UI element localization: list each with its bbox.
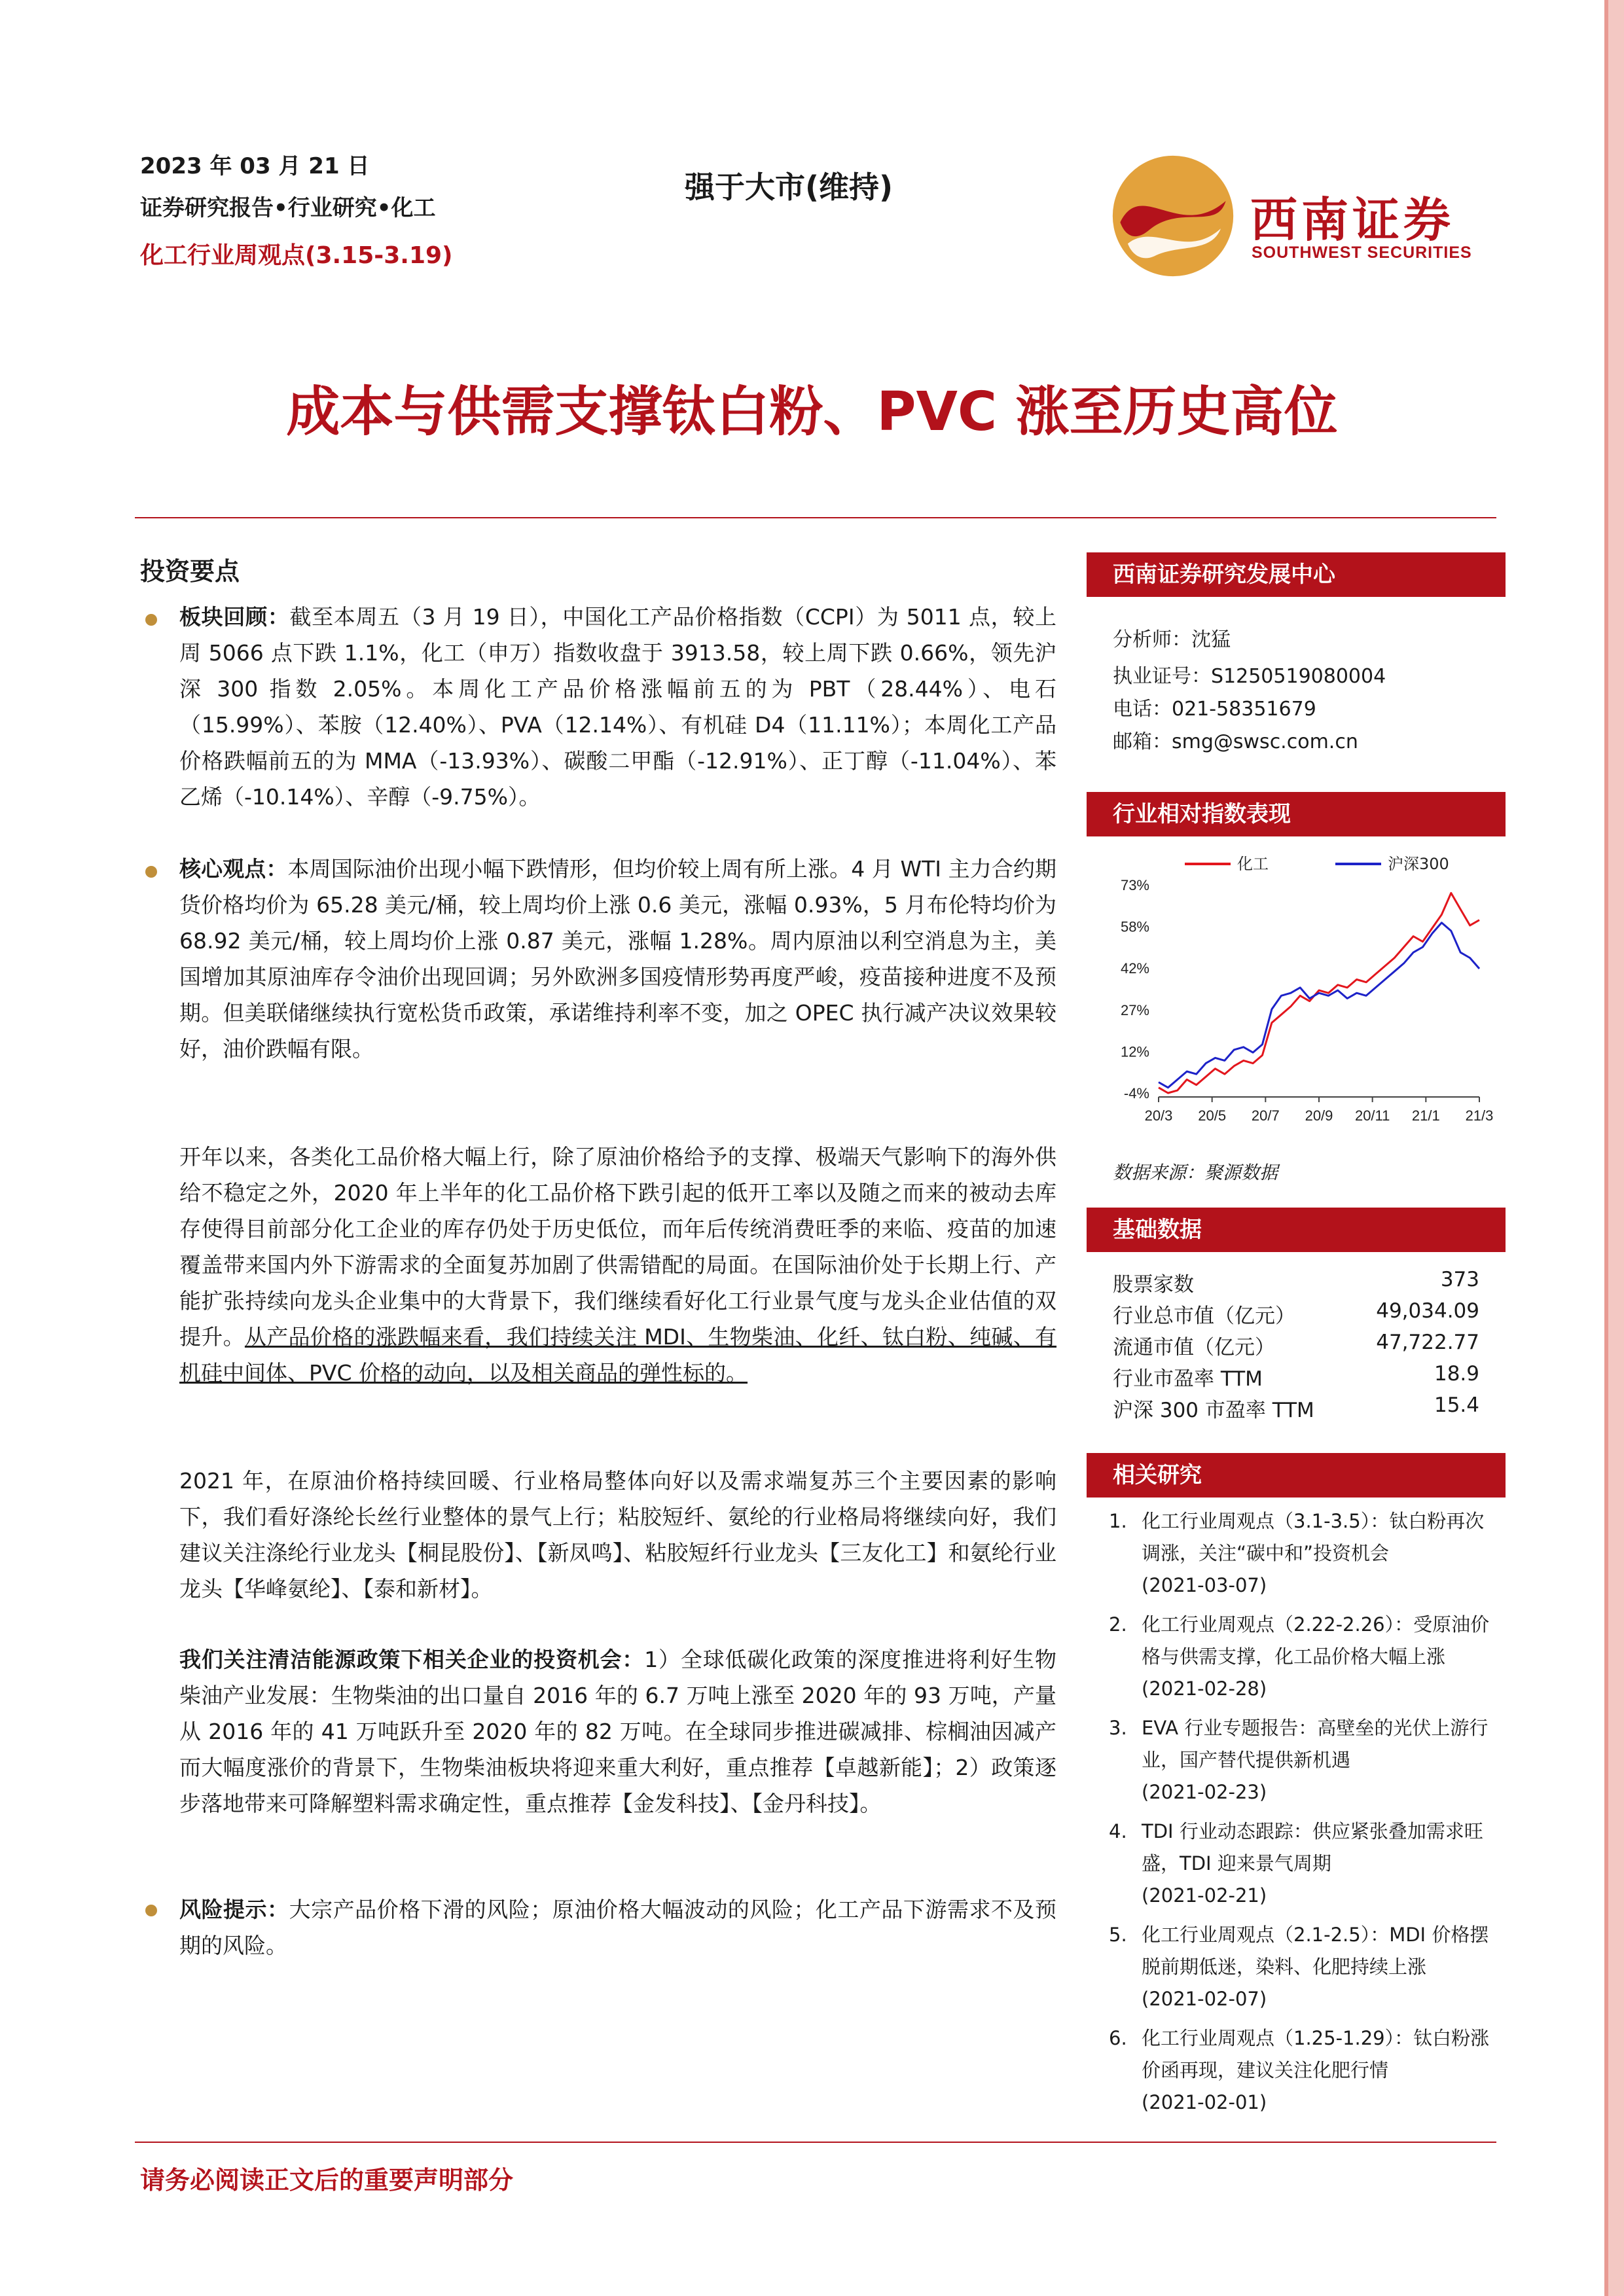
cert-number: 执业证号：S1250519080004 (1113, 665, 1386, 688)
chart-source: 数据来源：聚源数据 (1113, 1162, 1278, 1183)
paragraph-outlook (179, 1139, 1056, 1391)
basic-key: 行业市盈率 TTM (1113, 1367, 1263, 1391)
chart-series (1159, 893, 1479, 1093)
brand-logo-icon (1110, 153, 1236, 279)
basic-value: 373 (1440, 1268, 1479, 1291)
related-item[interactable] (1109, 1816, 1502, 1912)
y-tick-label: 73% (1120, 877, 1149, 893)
rating: 强于大市(维持) (685, 170, 893, 205)
related-item[interactable] (1109, 1919, 1502, 2015)
chart-legend (1185, 855, 1449, 873)
label: 风险提示： (179, 1897, 289, 1922)
footer-divider (135, 2142, 1496, 2143)
bullet-icon (145, 866, 157, 878)
y-tick-label: 58% (1120, 918, 1149, 935)
legend-label: 化工 (1237, 855, 1269, 873)
related-item[interactable] (1109, 1712, 1502, 1808)
y-tick-label: -4% (1123, 1085, 1149, 1102)
basic-key: 流通市值（亿元） (1113, 1336, 1275, 1359)
item-number: 4. (1109, 1820, 1127, 1842)
phone: 电话：021-58351679 (1113, 698, 1316, 721)
y-tick-label: 12% (1120, 1043, 1149, 1060)
footer-note: 请务必阅读正文后的重要声明部分 (140, 2166, 514, 2195)
basic-key: 行业总市值（亿元） (1113, 1304, 1295, 1328)
paragraph-risk (179, 1892, 1056, 1964)
item-date: (2021-02-07) (1142, 1988, 1267, 2010)
underlined-text: 从产品价格的涨跌幅来看，我们持续关注 MDI、生物柴油、化纤、钛白粉、纯碱、有机硅中间体、PVC 价格的动向，以及相关商品的弹性标的。 (179, 1324, 1057, 1386)
text: 大宗产品价格下滑的风险；原油价格大幅波动的风险；化工产品下游需求不及预期的风险。 (179, 1897, 1057, 1958)
text: 1）全球低碳化政策的深度推进将利好生物柴油产业发展：生物柴油的出口量自 2016 年的 6.7 万吨上涨至 2020 年的 93 万吨，产量从 2016 年的 41 万吨跃升至 2020 年的 82 万吨。在全球同步推进碳减排、棕榈油因减产而大幅度涨价的背景下，生物柴油板块将迎来重大利好，重点推荐【卓越新能】；2）政策逐步落地带来可降解塑料需求确定性，重点推荐【金发科技】、【金丹科技】。 (179, 1647, 1056, 1816)
basic-key: 股票家数 (1113, 1273, 1194, 1297)
basic-value: 15.4 (1434, 1393, 1479, 1417)
basic-row (1113, 1268, 1479, 1297)
label: 我们关注清洁能源政策下相关企业的投资机会： (179, 1647, 645, 1672)
x-tick-label: 21/1 (1411, 1107, 1440, 1124)
bullet-icon (145, 1905, 157, 1916)
y-tick-label: 27% (1120, 1001, 1149, 1018)
x-tick-label: 20/3 (1144, 1107, 1173, 1124)
page-title: 成本与供需支撑钛白粉、PVC 涨至历史高位 (286, 381, 1338, 443)
item-title: 化工行业周观点（2.1-2.5）：MDI 价格摆脱前期低迷，染料、化肥持续上涨 (1142, 1924, 1489, 1978)
x-tick-label: 20/9 (1305, 1107, 1333, 1124)
item-title: 化工行业周观点（1.25-1.29）：钛白粉涨价函再现，建议关注化肥行情 (1142, 2027, 1490, 2081)
paragraph-clean-energy (179, 1641, 1056, 1821)
paragraph-sector-review (179, 599, 1056, 815)
item-title: 化工行业周观点（2.22-2.26）：受原油价格与供需支撑，化工品价格大幅上涨 (1142, 1613, 1490, 1668)
item-title: TDI 行业动态跟踪：供应紧张叠加需求旺盛，TDI 迎来景气周期 (1142, 1820, 1483, 1874)
paragraph-core-view (179, 851, 1056, 1067)
label: 核心观点： (179, 856, 288, 882)
text: 本周国际油价出现小幅下跌情形，但均价较上周有所上涨。4 月 WTI 主力合约期货价格均价为 65.28 美元/桶，较上周均价上涨 0.6 美元，涨幅 0.93%，5 月布伦特均价为 68.92 美元/桶，较上周均价上涨 0.87 美元，涨幅 1.28%。周内原油以利空消息为主，美国增加其原油库存令油价出现回调；另外欧洲多国疫情形势再度严峻，疫苗接种进度不及预期。但美联储继续执行宽松货币政策，承诺维持利率不变，加之 OPEC 执行减产决议效果较好，油价跌幅有限。 (179, 856, 1057, 1062)
item-date: (2021-02-01) (1142, 2091, 1267, 2113)
related-item[interactable] (1109, 1609, 1502, 1705)
x-tick-label: 20/5 (1198, 1107, 1227, 1124)
related-item[interactable] (1109, 2022, 1502, 2119)
related-research-bar: 相关研究 (1087, 1453, 1506, 1498)
bullet-icon (145, 614, 157, 626)
basic-row (1113, 1393, 1479, 1423)
report-type: 证券研究报告•行业研究•化工 (140, 195, 436, 221)
y-tick-label: 42% (1120, 960, 1149, 977)
report-date: 2023 年 03 月 21 日 (140, 153, 370, 179)
analyst: 分析师：沈猛 (1113, 628, 1231, 651)
text: 2021 年，在原油价格持续回暖、行业格局整体向好以及需求端复苏三个主要因素的影响下，我们看好涤纶长丝行业整体的景气上行；粘胶短纤、氨纶的行业格局将继续向好，我们建议关注涤纶行业龙头【桐昆股份】、【新凤鸣】、粘胶短纤行业龙头【三友化工】和氨纶行业龙头【华峰氨纶】、【泰和新材】。 (179, 1468, 1056, 1602)
paragraph-2021 (179, 1463, 1056, 1607)
brand-name: 西南证券 (1250, 192, 1455, 247)
item-number: 5. (1109, 1924, 1127, 1946)
item-date: (2021-03-07) (1142, 1574, 1267, 1596)
relative-index-chart (1087, 844, 1506, 1126)
basic-row (1113, 1299, 1479, 1329)
item-title: EVA 行业专题报告：高壁垒的光伏上游行业，国产替代提供新机遇 (1142, 1717, 1489, 1771)
item-number: 6. (1109, 2027, 1127, 2049)
basic-row (1113, 1331, 1479, 1360)
research-center-bar: 西南证券研究发展中心 (1087, 552, 1506, 597)
item-date: (2021-02-28) (1142, 1677, 1267, 1700)
text: 截至本周五（3 月 19 日），中国化工产品价格指数（CCPI）为 5011 点，较上周 5066 点下跌 1.1%，化工（申万）指数收盘于 3913.58，较上周下跌 0.66%，领先沪深 300 指数 2.05%。本周化工产品价格涨幅前五的为 PBT（28.44%）、电石（15.99%）、苯胺（12.40%）、PVA（12.14%）、有机硅 D4（11.11%）；本周化工产品价格跌幅前五的为 MMA（-13.93%）、碳酸二甲酯（-12.91%）、正丁醇（-11.04%）、苯乙烯（-10.14%）、辛醇（-9.75%）。 (179, 604, 1057, 810)
text: 开年以来，各类化工品价格大幅上行，除了原油价格给予的支撑、极端天气影响下的海外供给不稳定之外，2020 年上半年的化工品价格下跌引起的低开工率以及随之而来的被动去库存使得目前部分化工企业的库存仍处于历史低位，而年后传统消费旺季的来临、疫苗的加速覆盖带来国内外下游需求的全面复苏加剧了供需错配的局面。在国际油价处于长期上行、产能扩张持续向龙头企业集中的大背景下，我们继续看好化工行业景气度与龙头企业估值的双提升。 (179, 1144, 1056, 1350)
x-tick-label: 20/11 (1354, 1107, 1390, 1124)
basic-value: 47,722.77 (1376, 1331, 1479, 1354)
page-edge-decoration (1608, 0, 1624, 2296)
basic-data-bar: 基础数据 (1087, 1208, 1506, 1252)
item-title: 化工行业周观点（3.1-3.5）：钛白粉再次调涨，关注“碳中和”投资机会 (1142, 1510, 1485, 1564)
x-tick-label: 21/3 (1465, 1107, 1494, 1124)
brand-name-en: SOUTHWEST SECURITIES (1252, 243, 1472, 262)
email: 邮箱：smg@swsc.com.cn (1113, 730, 1358, 753)
basic-value: 49,034.09 (1376, 1299, 1479, 1323)
chart-title-bar: 行业相对指数表现 (1087, 792, 1506, 836)
item-number: 2. (1109, 1613, 1127, 1636)
basic-key: 沪深 300 市盈率 TTM (1113, 1399, 1314, 1422)
related-item[interactable] (1109, 1505, 1502, 1602)
weekly-title: 化工行业周观点(3.15-3.19) (140, 242, 453, 269)
label: 板块回顾： (179, 604, 290, 630)
basic-row (1113, 1362, 1479, 1391)
legend-label: 沪深300 (1388, 855, 1449, 873)
item-number: 3. (1109, 1717, 1127, 1739)
title-divider (135, 517, 1496, 518)
item-date: (2021-02-23) (1142, 1781, 1267, 1803)
item-number: 1. (1109, 1510, 1127, 1532)
basic-value: 18.9 (1434, 1362, 1479, 1386)
page-edge-inner (1604, 0, 1608, 2296)
section-heading: 投资要点 (140, 557, 240, 586)
x-tick-label: 20/7 (1251, 1107, 1280, 1124)
series-line-2 (1159, 923, 1479, 1088)
item-date: (2021-02-21) (1142, 1884, 1267, 1907)
